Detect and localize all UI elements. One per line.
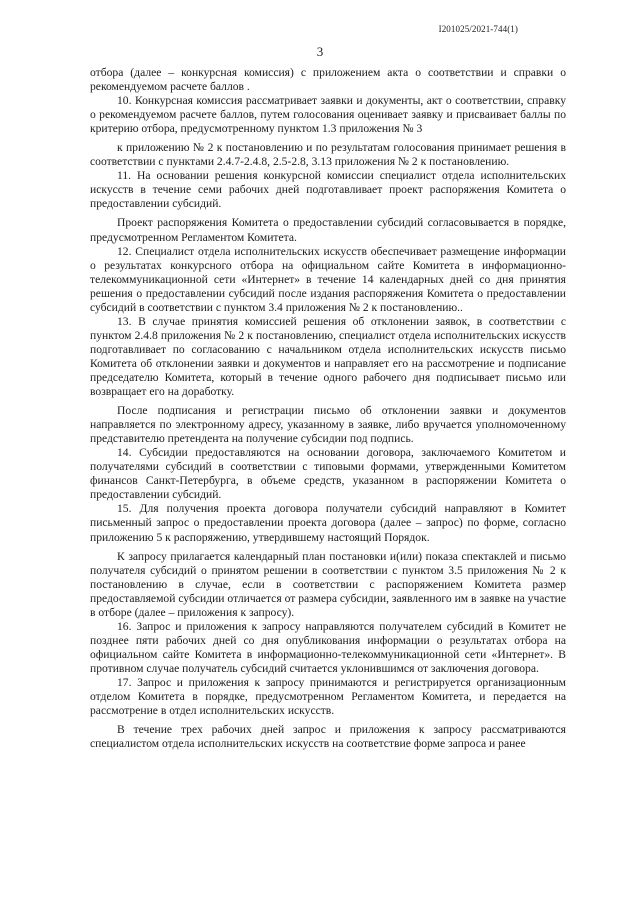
paragraph: 17. Запрос и приложения к запросу принимаются и регистрируется организационным отделом Комитета в порядке, предусмотренном Регламентом Комитета, и передается на рассмотрение в отдел исполнительских искусств. xyxy=(90,675,566,718)
paragraph: к приложению № 2 к постановлению и по результатам голосования принимает решения в соответствии с пунктами 2.4.7-2.4.8, 2.5-2.8, 3.13 приложения № 2 к постановлению. xyxy=(90,141,566,169)
paragraph: 14. Субсидии предоставляются на основании договора, заключаемого Комитетом и получателями субсидий в соответствии с типовыми формами, утвержденными Комитетом финансов Санкт-Петербурга, в объеме средств, указанном в распоряжении Комитета о предоставлении субсидий. xyxy=(90,446,566,502)
page-number: 3 xyxy=(316,44,324,59)
document-body xyxy=(90,66,566,751)
paragraph: 12. Специалист отдела исполнительских искусств обеспечивает размещение информации о результатах конкурсного отбора на официальном сайте Комитета в информационно-телекоммуникационной сети «Интернет» в течение 14 календарных дней со дня принятия решения о предоставлении субсидий после издания распоряжения Комитета о предоставлении субсидий в соответствии с пунктом 3.4 приложения № 2 к постановлению.. xyxy=(90,244,566,314)
paragraph: 16. Запрос и приложения к запросу направляются получателем субсидий в Комитет не позднее пяти рабочих дней со дня опубликования информации о результатах отбора на официальном сайте Комитета в информационно-телекоммуникационной сети «Интернет». В противном случае получатель субсидий считается уклонившимся от заключения договора. xyxy=(90,619,566,675)
paragraph: Проект распоряжения Комитета о предоставлении субсидий согласовывается в порядке, предусмотренном Регламентом Комитета. xyxy=(90,216,566,244)
paragraph: 13. В случае принятия комиссией решения об отклонении заявок, в соответствии с пунктом 2.4.8 приложения № 2 к постановлению, специалист отдела исполнительских искусств подготавливает по согласованию с начальником отдела исполнительских искусств письмо Комитета об отклонении заявки и документов и направляет его на рассмотрение и подписание председателю Комитета, который в течение одного рабочего дня подписывает письмо или возвращает его на доработку. xyxy=(90,314,566,399)
paragraph: 15. Для получения проекта договора получатели субсидий направляют в Комитет письменный запрос о предоставлении проекта договора (далее – запрос) по форме, согласно приложению 5 к распоряжению, утвердившему настоящий Порядок. xyxy=(90,502,566,544)
paragraph: 10. Конкурсная комиссия рассматривает заявки и документы, акт о соответствии, справку о рекомендуемом расчете баллов, путем голосования оценивает заявку и присваивает баллы по критерию отбора, предусмотренному пунктом 1.3 приложения № 3 xyxy=(90,94,566,136)
paragraph: отбора (далее – конкурсная комиссия) с приложением акта о соответствии и справки о рекомендуемом расчете баллов . xyxy=(90,66,566,94)
paragraph: После подписания и регистрации письмо об отклонении заявки и документов направляется по электронному адресу, указанному в заявке, либо вручается уполномоченному представителю претендента на получение субсидии под подпись. xyxy=(90,404,566,446)
paragraph: К запросу прилагается календарный план постановки и(или) показа спектаклей и письмо получателя субсидий о принятом решении в соответствии с пунктом 3.5 приложения № 2 к постановлению в случае, если в соответствии с распоряжением Комитета размер предоставляемой субсидии отличается от размера субсидии, заявленного им в заявке на участие в отборе (далее – приложения к запросу). xyxy=(90,549,566,619)
document-id: I201025/2021-744(1) xyxy=(438,24,518,34)
paragraph: В течение трех рабочих дней запрос и приложения к запросу рассматриваются специалистом отдела исполнительских искусств на соответствие форме запроса и ранее xyxy=(90,723,566,751)
paragraph: 11. На основании решения конкурсной комиссии специалист отдела исполнительских искусств в течение семи рабочих дней подготавливает проект распоряжения Комитета о предоставлении субсидий. xyxy=(90,169,566,211)
